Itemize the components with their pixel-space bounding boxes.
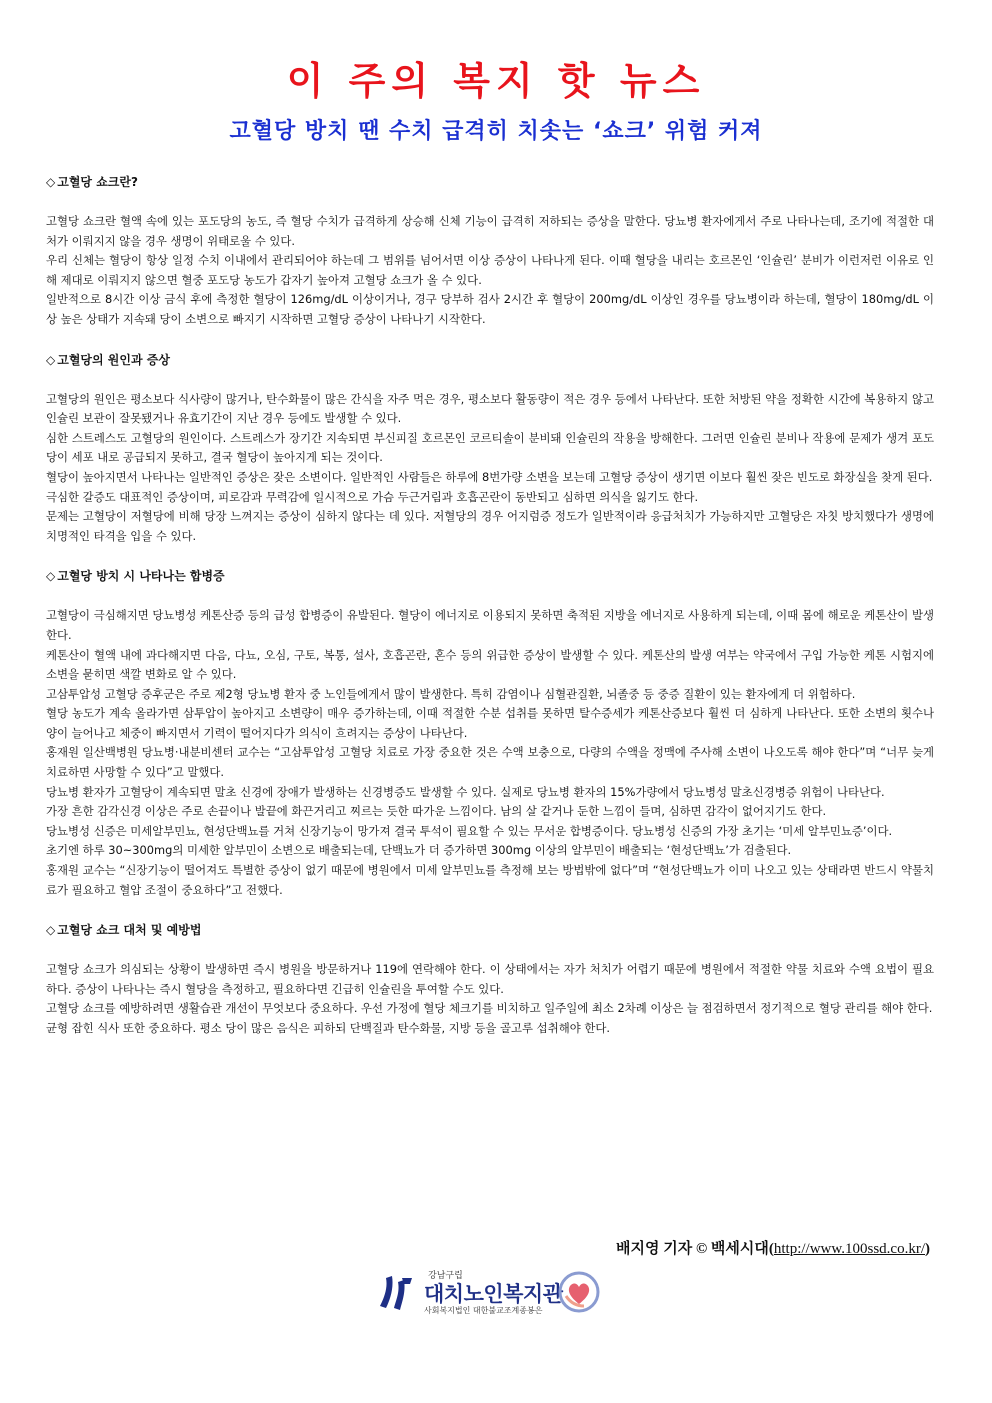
paragraph: 고혈당 쇼크란 혈액 속에 있는 포도당의 농도, 즉 혈당 수치가 급격하게 상승해 신체 기능이 급격히 저하되는 증상을 말한다. 당뇨병 환자에게서 주로 나타나는데, 조기에 적절한 대처가 이뤄지지 않을 경우 생명이 위태로울 수 있다. bbox=[46, 214, 934, 248]
page-title: 이 주의 복지 핫 뉴스 bbox=[286, 59, 706, 103]
paragraph: 케톤산이 혈액 내에 과다해지면 다음, 다뇨, 오심, 구토, 복통, 설사, 호흡곤란, 혼수 등의 위급한 증상이 발생할 수 있다. 케톤산의 발생 여부는 약국에서 구입 가능한 케톤 시험지에 소변을 묻히면 색깔 변화로 알 수 있다. bbox=[46, 647, 934, 682]
byline-close: ) bbox=[925, 1241, 930, 1257]
stylized-figures-logo-icon bbox=[376, 1270, 416, 1312]
paragraph: 당뇨병 환자가 고혈당이 계속되면 말초 신경에 장애가 발생하는 신경병증도 발생할 수 있다. 실제로 당뇨병 환자의 15%가량에서 당뇨병성 말초신경병증 위험이 나타난다. bbox=[46, 784, 885, 799]
paragraph: 고혈당의 원인은 평소보다 식사량이 많거나, 탄수화물이 많은 간식을 자주 먹은 경우, 평소보다 활동량이 적은 경우 등에서 나타난다. 또한 처방된 약을 정확한 시간에 복용하지 않고 인슐린 보관이 잘못됐거나 유효기간이 지난 경우 등에도 발생할 수 있다. bbox=[46, 391, 934, 426]
diamond-bullet-icon: ◇ bbox=[46, 175, 56, 189]
paragraph: 가장 흔한 감각신경 이상은 주로 손끝이나 발끝에 화끈거리고 찌르는 듯한 따가운 느낌이다. 남의 살 같거나 둔한 느낌이 들며, 심하면 감각이 없어지기도 한다. bbox=[46, 804, 827, 819]
organization-logo bbox=[376, 1268, 608, 1318]
paragraph: 극심한 갈증도 대표적인 증상이며, 피로감과 무력감에 일시적으로 가슴 두근거림과 호흡곤란이 동반되고 심하면 의식을 잃기도 한다. bbox=[46, 489, 699, 504]
paragraph: 고혈당이 극심해지면 당뇨병성 케톤산증 등의 급성 합병증이 유발된다. 혈당이 에너지로 이용되지 못하면 축적된 지방을 에너지로 사용하게 되는데, 이때 몸에 해로운 케톤산이 발생한다. bbox=[46, 608, 934, 642]
source-link[interactable]: http://www.100ssd.co.kr/ bbox=[773, 1241, 925, 1257]
paragraph: 문제는 고혈당이 저혈당에 비해 당장 느껴지는 증상이 심하지 않다는 데 있다. 저혈당의 경우 어지럼증 정도가 일반적이라 응급처치가 가능하지만 고혈당은 자칫 방치했다가 생명에 치명적인 타격을 입을 수 있다. bbox=[46, 509, 934, 543]
section-heading: ◇ 고혈당 방치 시 나타나는 합병증 bbox=[46, 569, 225, 584]
article-headline: 고혈당 방치 땐 수치 급격히 치솟는 ‘쇼크’ 위험 커져 bbox=[229, 119, 763, 144]
paragraph: 당뇨병성 신증은 미세알부민뇨, 현성단백뇨를 거쳐 신장기능이 망가져 결국 투석이 필요할 수 있는 무서운 합병증이다. 당뇨병성 신증의 가장 초기는 ‘미세 알부민뇨증’이다. bbox=[46, 823, 893, 838]
section-response-prevention bbox=[46, 922, 934, 1038]
article-body bbox=[46, 174, 934, 1039]
paragraph: 우리 신체는 혈당이 항상 일정 수치 이내에서 관리되어야 하는데 그 범위를 넘어서면 이상 증상이 나타나게 된다. 이때 혈당을 내리는 호르몬인 ‘인슐린’ 분비가 이런저런 이유로 인해 제대로 이뤄지지 않으면 혈중 포도당 농도가 갑자기 높아져 고혈당 쇼크가 올 수 있다. bbox=[46, 253, 934, 287]
byline bbox=[616, 1237, 930, 1258]
diamond-bullet-icon: ◇ bbox=[46, 923, 56, 938]
paragraph: 홍재원 교수는 “신장기능이 떨어져도 특별한 증상이 없기 때문에 병원에서 미세 알부민뇨를 측정해 보는 방법밖에 없다”며 “현성단백뇨가 이미 나오고 있는 상태라면 반드시 약물치료가 필요하고 혈압 조절이 중요하다”고 전했다. bbox=[46, 863, 934, 897]
paragraph: 혈당 농도가 계속 올라가면 삼투압이 높아지고 소변량이 매우 증가하는데, 이때 적절한 수분 섭취를 못하면 탈수증세가 케톤산증보다 훨씬 더 심하게 나타난다. 또한 소변의 횟수나 양이 늘어나고 체중이 빠지면서 기력이 떨어지다가 의식이 흐려지는 증상이 나타난다. bbox=[46, 706, 934, 740]
diamond-bullet-icon: ◇ bbox=[46, 569, 56, 584]
paragraph: 심한 스트레스도 고혈당의 원인이다. 스트레스가 장기간 지속되면 부신피질 호르몬인 코르티솔이 분비돼 인슐린의 작용을 방해한다. 그러면 인슐린 분비나 작용에 문제가 생겨 포도당이 세포 내로 공급되지 못하고, 결국 혈당이 높아지게 되는 것이다. bbox=[46, 430, 934, 465]
heart-emblem-icon bbox=[556, 1270, 602, 1314]
section-shock-definition bbox=[46, 174, 934, 330]
section-heading: ◇ 고혈당 쇼크란? bbox=[46, 175, 138, 189]
section-complications bbox=[46, 568, 934, 900]
paragraph: 고혈당 쇼크가 의심되는 상황이 발생하면 즉시 병원을 방문하거나 119에 연락해야 한다. 이 상태에서는 자가 처치가 어렵기 때문에 병원에서 적절한 약물 치료와 수액 요법이 필요하다. 증상이 나타나는 즉시 혈당을 측정하고, 필요하다면 긴급히 인슐린을 투여할 수도 있다. bbox=[46, 962, 934, 996]
logo-district: 강남구립 bbox=[428, 1271, 463, 1281]
section-heading: ◇ 고혈당의 원인과 증상 bbox=[46, 352, 170, 367]
paragraph: 혈당이 높아지면서 나타나는 일반적인 증상은 잦은 소변이다. 일반적인 사람들은 하루에 8번가량 소변을 보는데 고혈당 증상이 생기면 이보다 훨씬 잦은 빈도로 화장실을 찾게 된다. bbox=[46, 469, 933, 484]
paragraph: 고삼투압성 고혈당 증후군은 주로 제2형 당뇨병 환자 중 노인들에게서 많이 발생한다. 특히 감염이나 심혈관질환, 뇌졸중 등 중증 질환이 있는 환자에게 더 위험하다. bbox=[46, 686, 856, 701]
logo-name: 대치노인복지관 bbox=[424, 1282, 563, 1306]
diamond-bullet-icon: ◇ bbox=[46, 352, 56, 367]
byline-author: 배지영 기자 © 백세시대( bbox=[616, 1241, 774, 1257]
section-heading: ◇ 고혈당 쇼크 대처 및 예방법 bbox=[46, 923, 202, 938]
section-causes-symptoms bbox=[46, 352, 934, 547]
logo-operator: 사회복지법인 대한불교조계종봉은 bbox=[424, 1306, 543, 1315]
paragraph: 홍재원 일산백병원 당뇨병·내분비센터 교수는 “고삼투압성 고혈당 치료로 가장 중요한 것은 수액 보충으로, 다량의 수액을 정맥에 주사해 소변이 나오도록 해야 한다”며 “너무 늦게 치료하면 사망할 수 있다”고 말했다. bbox=[46, 745, 934, 780]
paragraph: 초기엔 하루 30~300mg의 미세한 알부민이 소변으로 배출되는데, 단백뇨가 더 증가하면 300mg 이상의 알부민이 배출되는 ‘현성단백뇨’가 검출된다. bbox=[46, 843, 792, 858]
paragraph: 일반적으로 8시간 이상 금식 후에 측정한 혈당이 126mg/dL 이상이거나, 경구 당부하 검사 2시간 후 혈당이 200mg/dL 이상인 경우를 당뇨병이라 하는데, 혈당이 180mg/dL 이상 높은 상태가 지속돼 당이 소변으로 빠지기 시작하면 고혈당 증상이 나타나기 시작한다. bbox=[46, 292, 934, 326]
paragraph: 고혈당 쇼크를 예방하려면 생활습관 개선이 무엇보다 중요하다. 우선 가정에 혈당 체크기를 비치하고 일주일에 최소 2차례 이상은 늘 점검하면서 정기적으로 혈당 관리를 해야 한다. bbox=[46, 1001, 933, 1016]
paragraph: 균형 잡힌 식사 또한 중요하다. 평소 당이 많은 음식은 피하되 단백질과 탄수화물, 지방 등을 골고루 섭취해야 한다. bbox=[46, 1021, 610, 1035]
